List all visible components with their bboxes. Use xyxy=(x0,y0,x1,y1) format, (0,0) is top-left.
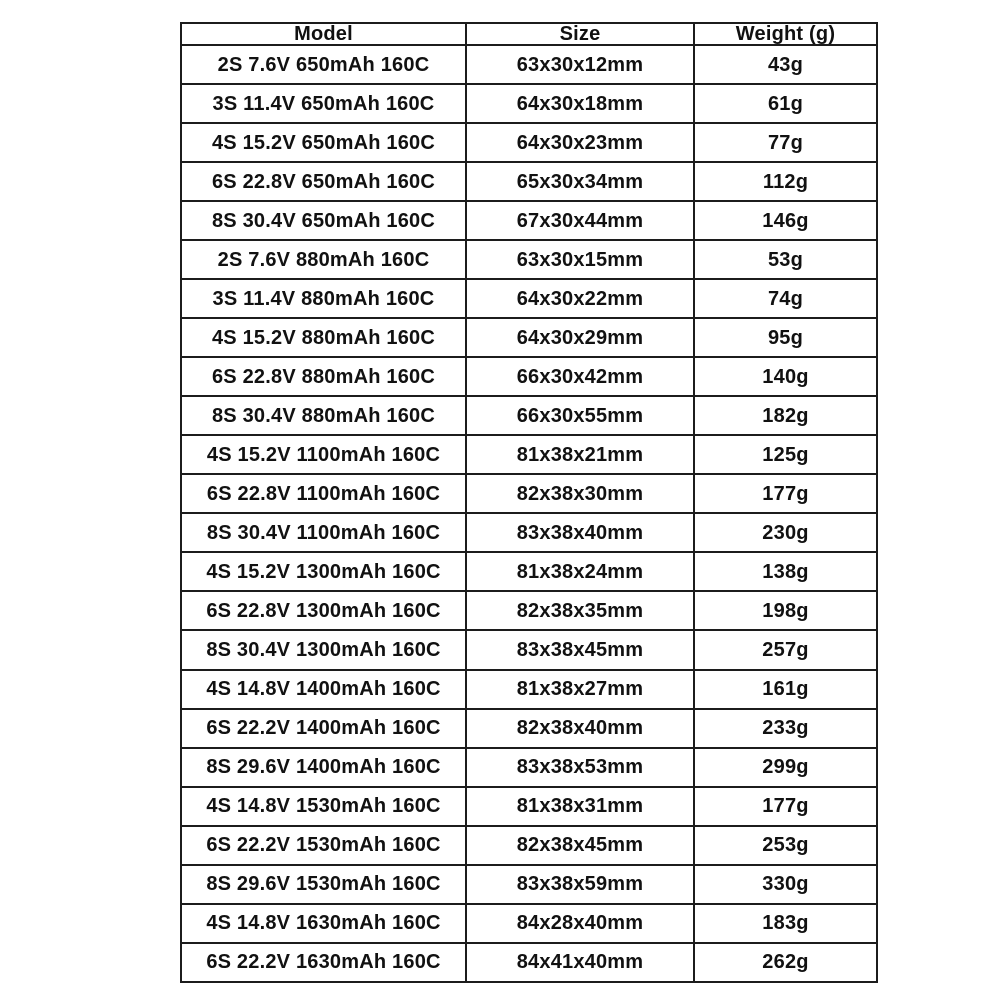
table-row xyxy=(181,84,877,123)
weight-cell: 182g xyxy=(694,396,877,435)
header-row xyxy=(181,23,877,45)
weight-cell: 146g xyxy=(694,201,877,240)
weight-cell: 183g xyxy=(694,904,877,943)
model-cell: 3S 11.4V 650mAh 160C xyxy=(181,84,466,123)
table-row xyxy=(181,591,877,630)
table-row xyxy=(181,357,877,396)
model-cell: 6S 22.2V 1630mAh 160C xyxy=(181,943,466,982)
size-cell: 82x38x35mm xyxy=(466,591,694,630)
model-cell: 4S 14.8V 1630mAh 160C xyxy=(181,904,466,943)
model-cell: 6S 22.2V 1400mAh 160C xyxy=(181,709,466,748)
weight-cell: 330g xyxy=(694,865,877,904)
model-cell: 8S 30.4V 1300mAh 160C xyxy=(181,630,466,669)
table-row xyxy=(181,279,877,318)
weight-cell: 61g xyxy=(694,84,877,123)
model-cell: 4S 14.8V 1400mAh 160C xyxy=(181,670,466,709)
model-cell: 2S 7.6V 650mAh 160C xyxy=(181,45,466,84)
weight-cell: 77g xyxy=(694,123,877,162)
weight-cell: 177g xyxy=(694,474,877,513)
model-cell: 6S 22.8V 1300mAh 160C xyxy=(181,591,466,630)
model-cell: 4S 15.2V 650mAh 160C xyxy=(181,123,466,162)
model-cell: 8S 29.6V 1400mAh 160C xyxy=(181,748,466,787)
size-cell: 84x41x40mm xyxy=(466,943,694,982)
header-weight: Weight (g) xyxy=(694,23,877,45)
model-cell: 2S 7.6V 880mAh 160C xyxy=(181,240,466,279)
weight-cell: 230g xyxy=(694,513,877,552)
weight-cell: 253g xyxy=(694,826,877,865)
table-row xyxy=(181,45,877,84)
table-header xyxy=(181,23,877,45)
table-row xyxy=(181,787,877,826)
table-row xyxy=(181,943,877,982)
weight-cell: 299g xyxy=(694,748,877,787)
weight-cell: 198g xyxy=(694,591,877,630)
weight-cell: 53g xyxy=(694,240,877,279)
model-cell: 6S 22.2V 1530mAh 160C xyxy=(181,826,466,865)
size-cell: 63x30x15mm xyxy=(466,240,694,279)
weight-cell: 43g xyxy=(694,45,877,84)
table-row xyxy=(181,552,877,591)
weight-cell: 74g xyxy=(694,279,877,318)
table-row xyxy=(181,396,877,435)
weight-cell: 177g xyxy=(694,787,877,826)
weight-cell: 233g xyxy=(694,709,877,748)
size-cell: 81x38x21mm xyxy=(466,435,694,474)
model-cell: 3S 11.4V 880mAh 160C xyxy=(181,279,466,318)
model-cell: 4S 15.2V 1100mAh 160C xyxy=(181,435,466,474)
size-cell: 83x38x59mm xyxy=(466,865,694,904)
size-cell: 64x30x29mm xyxy=(466,318,694,357)
weight-cell: 257g xyxy=(694,630,877,669)
weight-cell: 161g xyxy=(694,670,877,709)
table-row xyxy=(181,748,877,787)
model-cell: 4S 15.2V 1300mAh 160C xyxy=(181,552,466,591)
weight-cell: 140g xyxy=(694,357,877,396)
size-cell: 63x30x12mm xyxy=(466,45,694,84)
table-row xyxy=(181,240,877,279)
size-cell: 82x38x40mm xyxy=(466,709,694,748)
table-row xyxy=(181,162,877,201)
size-cell: 81x38x27mm xyxy=(466,670,694,709)
model-cell: 6S 22.8V 880mAh 160C xyxy=(181,357,466,396)
model-cell: 6S 22.8V 1100mAh 160C xyxy=(181,474,466,513)
header-model: Model xyxy=(181,23,466,45)
model-cell: 4S 14.8V 1530mAh 160C xyxy=(181,787,466,826)
model-cell: 8S 30.4V 1100mAh 160C xyxy=(181,513,466,552)
table-row xyxy=(181,904,877,943)
weight-cell: 95g xyxy=(694,318,877,357)
weight-cell: 125g xyxy=(694,435,877,474)
table-row xyxy=(181,709,877,748)
table-row xyxy=(181,474,877,513)
size-cell: 82x38x45mm xyxy=(466,826,694,865)
size-cell: 84x28x40mm xyxy=(466,904,694,943)
size-cell: 66x30x55mm xyxy=(466,396,694,435)
table-row xyxy=(181,513,877,552)
model-cell: 8S 30.4V 650mAh 160C xyxy=(181,201,466,240)
table-row xyxy=(181,670,877,709)
table-row xyxy=(181,435,877,474)
size-cell: 64x30x18mm xyxy=(466,84,694,123)
table-row xyxy=(181,123,877,162)
size-cell: 81x38x31mm xyxy=(466,787,694,826)
size-cell: 82x38x30mm xyxy=(466,474,694,513)
table-row xyxy=(181,630,877,669)
size-cell: 65x30x34mm xyxy=(466,162,694,201)
weight-cell: 112g xyxy=(694,162,877,201)
model-cell: 8S 29.6V 1530mAh 160C xyxy=(181,865,466,904)
size-cell: 64x30x22mm xyxy=(466,279,694,318)
battery-spec-table xyxy=(180,22,878,983)
header-size: Size xyxy=(466,23,694,45)
size-cell: 64x30x23mm xyxy=(466,123,694,162)
table-row xyxy=(181,865,877,904)
size-cell: 67x30x44mm xyxy=(466,201,694,240)
model-cell: 4S 15.2V 880mAh 160C xyxy=(181,318,466,357)
table-row xyxy=(181,201,877,240)
table-row xyxy=(181,826,877,865)
size-cell: 83x38x40mm xyxy=(466,513,694,552)
model-cell: 6S 22.8V 650mAh 160C xyxy=(181,162,466,201)
size-cell: 81x38x24mm xyxy=(466,552,694,591)
model-cell: 8S 30.4V 880mAh 160C xyxy=(181,396,466,435)
weight-cell: 138g xyxy=(694,552,877,591)
size-cell: 66x30x42mm xyxy=(466,357,694,396)
weight-cell: 262g xyxy=(694,943,877,982)
size-cell: 83x38x53mm xyxy=(466,748,694,787)
table-row xyxy=(181,318,877,357)
table-body xyxy=(181,45,877,982)
size-cell: 83x38x45mm xyxy=(466,630,694,669)
